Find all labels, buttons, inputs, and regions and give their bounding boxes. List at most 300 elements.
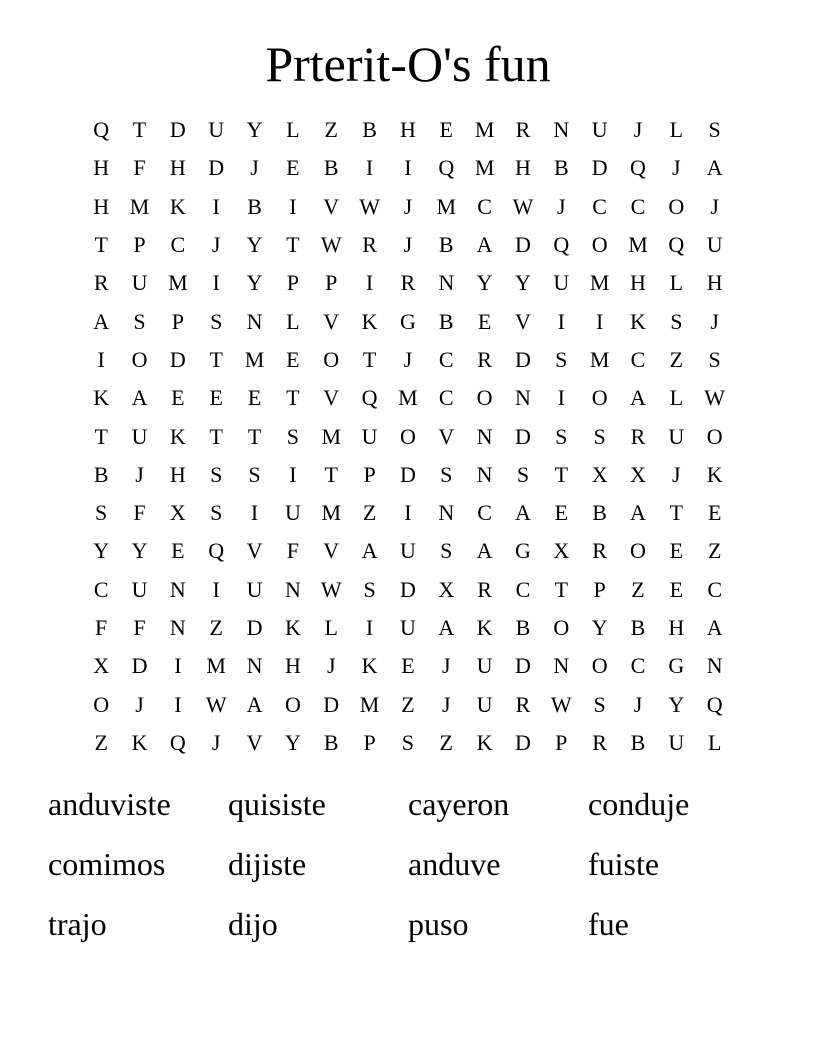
grid-letter: T — [554, 461, 569, 487]
grid-letter: H — [668, 615, 685, 640]
grid-letter: J — [672, 155, 681, 181]
grid-letter: D — [208, 155, 225, 181]
grid-letter: T — [324, 461, 338, 487]
grid-letter: N — [169, 615, 186, 640]
grid-letter: B — [630, 729, 646, 755]
grid-letter: N — [246, 653, 263, 679]
grid-letter: P — [171, 308, 184, 334]
grid-letter: T — [132, 117, 147, 143]
grid-letter: D — [515, 232, 531, 258]
grid-letter: Z — [669, 346, 684, 372]
grid-letter: P — [133, 232, 146, 258]
grid-letter: K — [476, 615, 493, 640]
grid-letter: J — [441, 691, 451, 717]
word-list-item: conduje — [588, 786, 690, 822]
grid-letter: M — [206, 653, 226, 679]
grid-letter: V — [246, 729, 263, 755]
grid-letter: C — [477, 193, 492, 219]
grid-letter: S — [363, 576, 376, 602]
grid-letter: M — [589, 346, 610, 372]
grid-letter: D — [169, 346, 186, 372]
grid-letter: I — [557, 308, 565, 334]
grid-letter: J — [633, 691, 643, 717]
grid-letter: W — [359, 193, 380, 219]
grid-letter: D — [131, 653, 148, 679]
word-list-item: dijo — [228, 906, 278, 942]
grid-letter: R — [515, 117, 531, 143]
grid-letter: T — [286, 232, 300, 258]
grid-letter: A — [361, 538, 378, 564]
grid-letter: B — [362, 117, 377, 143]
word-list-item: dijiste — [228, 846, 307, 882]
grid-letter: K — [169, 193, 186, 219]
grid-letter: L — [669, 385, 684, 411]
grid-letter: V — [246, 538, 263, 564]
grid-letter: E — [439, 117, 453, 143]
grid-letter: R — [592, 729, 607, 755]
grid-letter: S — [440, 538, 453, 564]
grid-letter: C — [630, 193, 646, 219]
grid-letter: R — [477, 346, 492, 372]
grid-letter: F — [95, 615, 108, 640]
grid-letter: Z — [439, 729, 453, 755]
grid-letter: Y — [591, 615, 608, 640]
grid-letter: V — [438, 423, 455, 449]
grid-letter: R — [592, 538, 607, 564]
grid-letter: D — [515, 346, 531, 372]
grid-letter: W — [512, 193, 534, 219]
grid-letter: C — [477, 500, 492, 526]
grid-letter: D — [246, 615, 263, 640]
grid-letter: S — [248, 461, 261, 487]
word-list-item: trajo — [48, 906, 107, 942]
grid-letter: F — [133, 615, 146, 640]
grid-letter: Z — [707, 538, 722, 564]
grid-letter: O — [284, 691, 301, 717]
grid-letter: M — [628, 232, 648, 258]
grid-letter: A — [246, 691, 263, 717]
grid-letter: R — [400, 270, 416, 296]
grid-letter: U — [399, 538, 416, 564]
grid-letter: B — [553, 155, 569, 181]
grid-letter: B — [438, 308, 454, 334]
word-list-item: puso — [408, 906, 469, 942]
grid-letter: A — [93, 308, 110, 334]
grid-letter: U — [246, 576, 263, 602]
grid-letter: O — [591, 385, 608, 411]
grid-letter: A — [630, 385, 646, 411]
grid-letter: O — [553, 615, 570, 640]
grid-letter: I — [365, 155, 374, 181]
grid-letter: J — [557, 193, 566, 219]
grid-letter: W — [205, 691, 227, 717]
grid-letter: J — [403, 232, 413, 258]
grid-letter: J — [403, 193, 413, 219]
word-list-item: cayeron — [408, 786, 510, 822]
grid-letter: A — [476, 538, 493, 564]
grid-letter: Y — [246, 232, 263, 258]
grid-letter: H — [284, 653, 301, 679]
grid-letter: V — [323, 385, 340, 411]
grid-letter: Z — [401, 691, 415, 717]
grid-letter: H — [169, 461, 186, 487]
grid-letter: J — [710, 193, 719, 219]
grid-letter: K — [131, 729, 148, 755]
grid-letter: D — [169, 117, 186, 143]
grid-letter: M — [474, 117, 495, 143]
word-list-item: fue — [588, 906, 629, 942]
grid-letter: M — [589, 270, 610, 296]
grid-letter: D — [591, 155, 608, 181]
word-list-item: quisiste — [228, 786, 326, 822]
grid-letter: L — [707, 729, 722, 755]
grid-letter: J — [441, 653, 451, 679]
grid-letter: Q — [630, 155, 646, 181]
grid-letter: V — [515, 308, 531, 334]
word-list-item: anduve — [408, 846, 501, 882]
grid-letter: Q — [438, 155, 455, 181]
grid-letter: O — [399, 423, 416, 449]
grid-letter: Q — [361, 385, 378, 411]
grid-letter: J — [250, 155, 259, 181]
word-list-item: anduviste — [48, 786, 171, 822]
grid-letter: X — [630, 461, 646, 487]
grid-letter: D — [399, 461, 416, 487]
grid-letter: L — [286, 308, 300, 334]
grid-letter: J — [211, 729, 221, 755]
grid-letter: O — [591, 232, 608, 258]
grid-letter: J — [710, 308, 719, 334]
grid-letter: S — [210, 500, 223, 526]
grid-letter: W — [550, 691, 572, 717]
grid-letter: L — [669, 117, 684, 143]
grid-letter: A — [438, 615, 455, 640]
grid-letter: F — [286, 538, 300, 564]
grid-letter: E — [286, 346, 300, 372]
grid-letter: O — [131, 346, 148, 372]
grid-letter: B — [630, 615, 646, 640]
grid-letter: E — [209, 385, 223, 411]
grid-letter: K — [361, 308, 378, 334]
grid-letter: S — [670, 308, 683, 334]
grid-letter: B — [592, 500, 607, 526]
grid-letter: A — [476, 232, 493, 258]
grid-letter: I — [557, 385, 565, 411]
grid-letter: E — [477, 308, 492, 334]
grid-letter: T — [94, 423, 108, 449]
grid-letter: G — [668, 653, 685, 679]
grid-letter: Z — [362, 500, 377, 526]
grid-letter: R — [630, 423, 646, 449]
grid-letter: Y — [246, 117, 263, 143]
grid-letter: X — [438, 576, 455, 602]
grid-letter: N — [438, 500, 455, 526]
grid-letter: D — [399, 576, 416, 602]
grid-letter: S — [286, 423, 300, 449]
grid-letter: U — [668, 423, 685, 449]
grid-letter: M — [398, 385, 418, 411]
grid-letter: O — [591, 653, 608, 679]
grid-letter: N — [476, 461, 493, 487]
grid-letter: I — [97, 346, 105, 372]
grid-letter: S — [95, 500, 108, 526]
grid-letter: C — [515, 576, 531, 602]
grid-letter: Q — [553, 232, 570, 258]
grid-letter: C — [93, 576, 109, 602]
grid-letter: B — [438, 232, 454, 258]
grid-letter: C — [630, 346, 646, 372]
grid-letter: I — [289, 461, 297, 487]
grid-letter: P — [363, 729, 376, 755]
grid-letter: M — [129, 193, 150, 219]
grid-letter: Y — [515, 270, 531, 296]
grid-letter: N — [246, 308, 263, 334]
word-list-item: comimos — [48, 846, 166, 882]
grid-letter: D — [515, 653, 531, 679]
grid-letter: A — [706, 615, 723, 640]
grid-letter: I — [174, 691, 182, 717]
grid-letter: U — [706, 232, 723, 258]
grid-letter: I — [212, 270, 220, 296]
grid-letter: E — [401, 653, 415, 679]
grid-letter: S — [593, 691, 606, 717]
grid-letter: N — [706, 653, 723, 679]
grid-letter: X — [591, 461, 608, 487]
grid-letter: U — [284, 500, 301, 526]
grid-letter: T — [209, 423, 223, 449]
grid-letter: Y — [476, 270, 493, 296]
grid-letter: S — [401, 729, 415, 755]
grid-letter: J — [633, 117, 643, 143]
grid-letter: N — [515, 385, 531, 411]
grid-letter: T — [247, 423, 262, 449]
grid-letter: N — [553, 653, 570, 679]
grid-letter: W — [320, 576, 342, 602]
grid-letter: P — [286, 270, 300, 296]
grid-letter: L — [286, 117, 300, 143]
grid-letter: I — [212, 193, 220, 219]
grid-letter: L — [324, 615, 338, 640]
grid-letter: M — [359, 691, 380, 717]
grid-letter: K — [169, 423, 186, 449]
grid-letter: Q — [668, 232, 685, 258]
grid-letter: N — [169, 576, 186, 602]
grid-letter: S — [440, 461, 453, 487]
grid-letter: R — [93, 270, 109, 296]
grid-letter: U — [399, 615, 416, 640]
grid-letter: J — [135, 691, 144, 717]
grid-letter: I — [250, 500, 259, 526]
grid-letter: I — [289, 193, 297, 219]
grid-letter: Q — [208, 538, 225, 564]
grid-letter: E — [171, 538, 185, 564]
grid-letter: O — [93, 691, 110, 717]
grid-letter: M — [244, 346, 265, 372]
grid-letter: O — [630, 538, 646, 564]
grid-letter: F — [133, 500, 146, 526]
grid-letter: H — [399, 117, 416, 143]
grid-letter: S — [555, 346, 568, 372]
grid-letter: E — [669, 576, 684, 602]
grid-letter: S — [708, 346, 721, 372]
grid-letter: T — [94, 232, 108, 258]
grid-letter: S — [708, 117, 721, 143]
grid-letter: B — [323, 155, 339, 181]
grid-letter: S — [593, 423, 606, 449]
grid-letter: S — [555, 423, 568, 449]
grid-letter: V — [323, 538, 340, 564]
word-list-item: fuiste — [588, 846, 660, 882]
grid-letter: U — [553, 270, 570, 296]
grid-letter: H — [93, 193, 110, 219]
grid-letter: K — [706, 461, 723, 487]
grid-letter: S — [516, 461, 530, 487]
grid-letter: Z — [209, 615, 223, 640]
grid-letter: A — [515, 500, 531, 526]
grid-letter: P — [325, 270, 338, 296]
grid-letter: H — [706, 270, 723, 296]
word-list — [48, 776, 768, 956]
grid-letter: Q — [706, 691, 723, 717]
grid-letter: K — [361, 653, 378, 679]
grid-letter: E — [171, 385, 185, 411]
grid-letter: I — [404, 155, 412, 181]
grid-letter: J — [403, 346, 413, 372]
grid-letter: U — [208, 117, 225, 143]
grid-letter: W — [320, 232, 342, 258]
grid-letter: Y — [284, 729, 301, 755]
grid-letter: U — [476, 691, 493, 717]
grid-letter: P — [555, 729, 568, 755]
grid-letter: D — [515, 423, 531, 449]
grid-letter: I — [365, 270, 374, 296]
grid-letter: B — [323, 729, 339, 755]
grid-letter: G — [399, 308, 416, 334]
grid-letter: K — [93, 385, 110, 411]
grid-letter: E — [286, 155, 300, 181]
grid-letter: Q — [169, 729, 186, 755]
grid-letter: F — [133, 155, 146, 181]
grid-letter: K — [476, 729, 493, 755]
grid-letter: M — [474, 155, 495, 181]
grid-letter: R — [477, 576, 492, 602]
grid-letter: U — [668, 729, 685, 755]
grid-letter: K — [284, 615, 301, 640]
grid-letter: Y — [668, 691, 685, 717]
grid-letter: I — [174, 653, 182, 679]
grid-letter: C — [630, 653, 646, 679]
grid-letter: M — [436, 193, 457, 219]
grid-letter: Z — [94, 729, 108, 755]
grid-letter: T — [554, 576, 569, 602]
grid-letter: H — [630, 270, 646, 296]
grid-letter: Q — [93, 117, 110, 143]
grid-letter: N — [284, 576, 301, 602]
grid-letter: B — [515, 615, 531, 640]
grid-letter: B — [93, 461, 109, 487]
grid-letter: G — [515, 538, 531, 564]
grid-letter: Y — [246, 270, 263, 296]
grid-letter: C — [707, 576, 723, 602]
grid-letter: H — [515, 155, 531, 181]
grid-letter: A — [131, 385, 148, 411]
grid-letter: A — [706, 155, 723, 181]
grid-letter: V — [323, 308, 340, 334]
page-title: Prterit-O's fun — [265, 36, 551, 92]
grid-letter: I — [404, 500, 412, 526]
grid-letter: E — [669, 538, 684, 564]
grid-letter: R — [362, 232, 377, 258]
grid-letter: E — [707, 500, 722, 526]
grid-letter: L — [669, 270, 684, 296]
grid-letter: J — [672, 461, 681, 487]
grid-letter: U — [591, 117, 608, 143]
grid-letter: I — [595, 308, 604, 334]
grid-letter: T — [286, 385, 300, 411]
grid-letter: C — [438, 385, 454, 411]
grid-letter: H — [93, 155, 110, 181]
grid-letter: M — [168, 270, 188, 296]
grid-letter: O — [668, 193, 685, 219]
grid-letter: H — [169, 155, 186, 181]
grid-letter: X — [93, 653, 110, 679]
grid-letter: U — [131, 576, 148, 602]
grid-letter: N — [438, 270, 455, 296]
grid-letter: D — [515, 729, 531, 755]
grid-letter: R — [515, 691, 531, 717]
grid-letter: V — [323, 193, 340, 219]
grid-letter: J — [326, 653, 336, 679]
grid-letter: M — [321, 423, 342, 449]
grid-letter: S — [133, 308, 146, 334]
grid-letter: T — [362, 346, 377, 372]
grid-letter: X — [553, 538, 570, 564]
grid-letter: U — [131, 270, 148, 296]
grid-letter: O — [323, 346, 340, 372]
grid-letter: S — [210, 461, 223, 487]
grid-letter: A — [630, 500, 646, 526]
grid-letter: X — [169, 500, 186, 526]
letter-grid — [82, 111, 734, 762]
grid-letter: S — [210, 308, 223, 334]
grid-letter: B — [247, 193, 262, 219]
grid-letter: T — [209, 346, 223, 372]
grid-letter: C — [170, 232, 186, 258]
grid-letter: I — [365, 615, 374, 640]
grid-letter: U — [476, 653, 493, 679]
grid-letter: K — [630, 308, 646, 334]
grid-letter: C — [438, 346, 454, 372]
grid-letter: P — [593, 576, 606, 602]
grid-letter: J — [135, 461, 144, 487]
grid-letter: I — [212, 576, 220, 602]
grid-letter: U — [361, 423, 378, 449]
grid-letter: Z — [631, 576, 645, 602]
grid-letter: O — [476, 385, 493, 411]
grid-letter: N — [476, 423, 493, 449]
grid-letter: Z — [324, 117, 338, 143]
grid-letter: T — [669, 500, 684, 526]
grid-letter: P — [363, 461, 376, 487]
grid-letter: E — [247, 385, 262, 411]
grid-letter: O — [706, 423, 723, 449]
grid-letter: Y — [131, 538, 148, 564]
grid-letter: U — [131, 423, 148, 449]
grid-letter: W — [704, 385, 726, 411]
grid-letter: M — [321, 500, 342, 526]
grid-letter: J — [211, 232, 221, 258]
grid-letter: D — [323, 691, 340, 717]
